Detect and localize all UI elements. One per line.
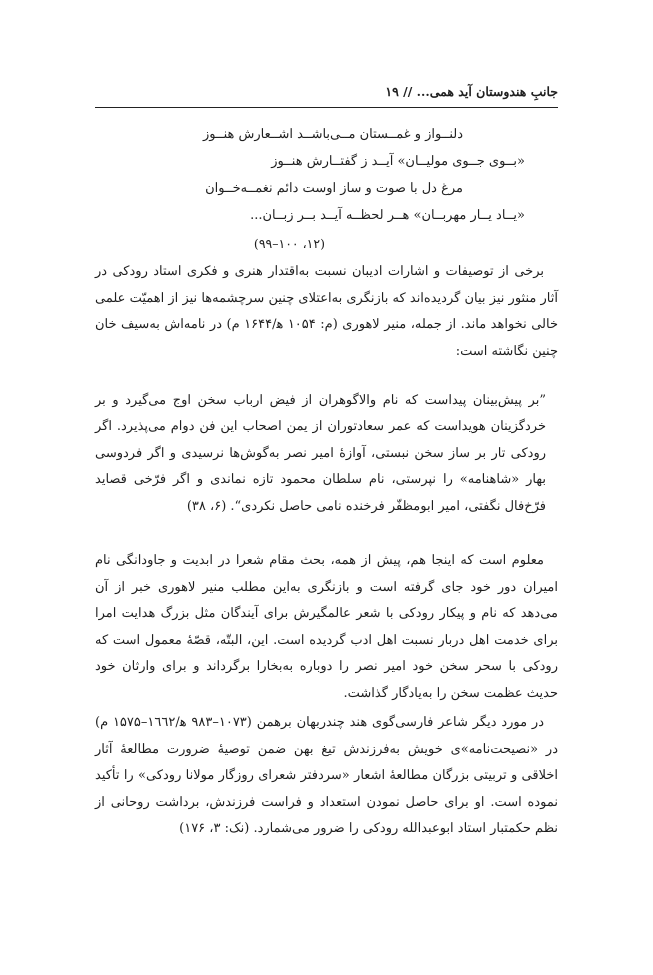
- paragraph-1-text: برخی از توصیفات و اشارات ادیبان نسبت به‌اقتدار هنری و فکری استاد رودکی در آثار منثور نیز بیان گردیده‌اند که بازنگری به‌اعتلای چنین سرچشمه‌ها نیز از اهمیّت علمی خالی نخواهد ماند. از جمله، منیر لاهوری (م: ۱۰۵۴ ه‍/۱۶۴۴ م) در نامه‌اش به‌سیف خان چنین نگاشته است:: [95, 264, 558, 359]
- header-rule: [95, 107, 558, 108]
- quotation-text: ”بر پیش‌بینان پیداست که نام والاگوهران از فیض ارباب سخن اوج می‌گیرد و بر خردگزینان هویداست که عمر سعادتوران از یمن اصحاب این فن دوام می‌پذیرد. اگر رودکی تار بر ساز سخن نبستی، آوازهٔ امیر نصر به‌گوش‌ها نرسیدی و اگر فردوسی بهار «شاهنامه» را نپرستی، نام سلطان محمود تازه نماندی و اگر فرّخی قصاید فرّخ‌فال نگفتی، امیر ابومظفّر فرخنده نامی حاصل نکردی“. (۶، ۳۸): [95, 393, 546, 514]
- paragraph-3-text: در مورد دیگر شاعر فارسی‌گوی هند چندربهان برهمن (۱۰۷۳–۹۸۳ ه‍/۱٦٦۲–۱۵۷۵ م) در «نصیحت‌نامه»ی خویش به‌فرزندش تیغ بهن ضمن توصیهٔ ضرورت مطالعهٔ آثار اخلاقی و تربیتی بزرگان مطالعهٔ اشعار «سردفتر شعرای روزگار مولانا رودکی» را تأکید نموده است. او برای حاصل نمودن استعداد و فراست فرزندش، برداشت روحانی از نظم حکمتبار استاد ابوعبدالله رودکی را ضرور می‌شمارد. (نک: ۳، ۱۷۶): [95, 715, 558, 837]
- poem-line-3: مرغ دل با صوت و ساز اوست دائم نغمــه‌خــوان: [205, 181, 463, 196]
- quotation-block: [95, 388, 558, 520]
- paragraph-1: [95, 259, 558, 365]
- paragraph-2: [95, 548, 558, 708]
- poem-citation: (۱۲، ۱۰۰–۹۹): [253, 236, 325, 251]
- poem-line-4: «یــاد یــار مهربــان» هــر لحظــه آیــد بــر زبــان...: [250, 208, 525, 223]
- running-header: جانبِ هندوستان آید همی... // ۱۹: [385, 84, 558, 99]
- poem-line-1: دلنــواز و غمــستان مــی‌باشــد اشــعارش هنــوز: [202, 127, 463, 142]
- paragraph-2-text: معلوم است که اینجا هم، پیش از همه، بحث مقام شعرا در ابدیت و جاودانگی نام امیران دور خود جای گرفته است و بازنگری به‌این مطلب منیر لاهوری خبر از آن می‌دهد که نام و پیکار رودکی با شعر عالمگیرش برای آیندگان مثل بزرگ هدایت امرا برای خدمت اهل دربار نسبت اهل ادب گردیده است. این، البتّه، قصّهٔ معمول است که رودکی با سحر سخن خود امیر نصر را دوباره به‌بخارا برگرداند و برای وارثان خود حدیث عظمت سخن را به‌یادگار گذاشت.: [95, 553, 558, 701]
- poem-line-2: «بــوی جــوی مولیــان» آیــد ز گفتــارش هنــوز: [271, 154, 525, 169]
- paragraph-3: [95, 710, 558, 843]
